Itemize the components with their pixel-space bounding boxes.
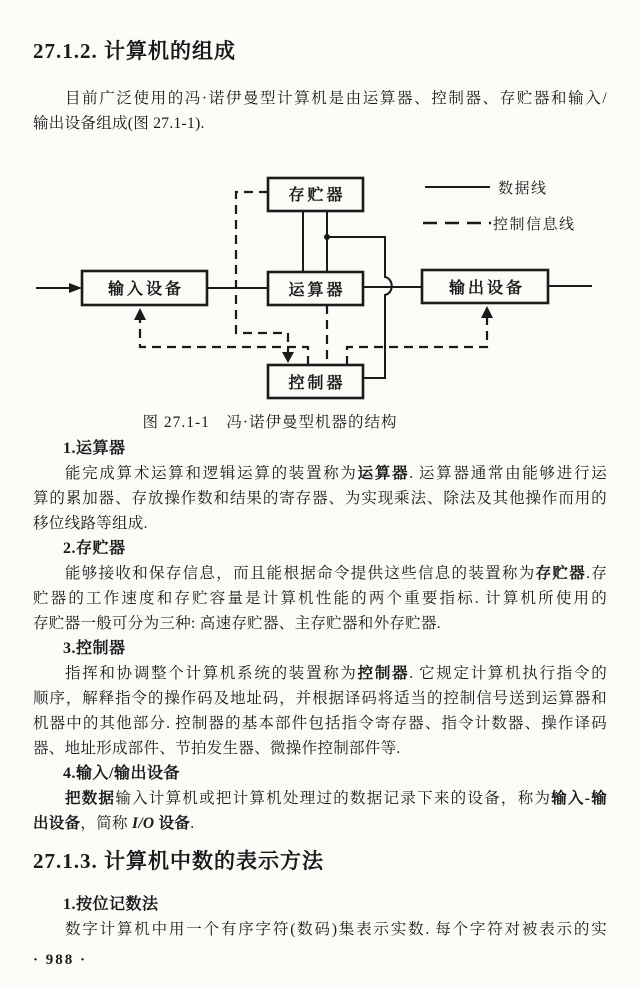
figure-caption: 图 27.1-1 冯·诺伊曼型机器的结构 [142, 414, 398, 431]
data-line-memory-to-controller [327, 237, 392, 378]
body-text: 机器中的其他部分. 控制器的基本部件包括指令寄存器、指令计数器、操作译码 [33, 715, 607, 732]
controller-label: 控制器 [288, 375, 346, 392]
text-line [33, 811, 607, 836]
emphasis-text: 输入-输 [551, 790, 607, 807]
text-line [33, 561, 607, 586]
text-line [33, 611, 607, 636]
body-text: 输入计算机或把计算机处理过的数据记录下来的设备，称为 [115, 790, 552, 807]
body-text: 指挥和协调整个计算机系统的装置称为 [65, 665, 358, 682]
text-line [33, 586, 607, 611]
diagram-box-labels [107, 185, 525, 392]
section-alu [33, 436, 607, 536]
body-text: 存贮器一般可分为三种: 高速存贮器、主存贮器和外存贮器. [33, 615, 441, 632]
section-body [33, 561, 607, 636]
section-controller [33, 636, 607, 761]
emphasis-text: 出设备 [33, 815, 81, 832]
text-line [33, 917, 607, 942]
section-heading-2712: 27.1.2. 计算机的组成 [33, 39, 236, 63]
body-text: ，简称 [80, 815, 132, 832]
alu-label: 运算器 [288, 282, 346, 299]
section-body [33, 786, 607, 836]
text-line [33, 461, 607, 486]
body-text: 数字计算机中用一个有序字符(数码)集表示实数. 每个字符对被表示的实 [65, 921, 607, 938]
von-neumann-diagram [0, 165, 640, 412]
control-line-controller-input [140, 319, 308, 365]
text-line [33, 686, 607, 711]
section-heading-2713: 27.1.3. 计算机中数的表示方法 [33, 849, 324, 873]
arrowhead-into-output-bottom [481, 306, 493, 318]
text-line [33, 511, 607, 536]
emphasis-text: 设备 [158, 815, 191, 832]
intro-paragraph [33, 86, 607, 136]
legend-dashed-label: 控制信息线 [493, 217, 576, 233]
section-head: 1.运算器 [63, 440, 126, 457]
input-device-label: 输入设备 [107, 281, 185, 298]
junction-dot [324, 234, 330, 240]
text-line [33, 786, 607, 811]
section-head: 3.控制器 [63, 640, 126, 657]
section-body [33, 661, 607, 761]
text-line [33, 111, 607, 136]
emphasis-text: I/O [131, 815, 155, 832]
section-head: 1.按位记数法 [63, 896, 159, 913]
page-number: · 988 · [33, 952, 88, 968]
body-text: . 它规定计算机执行指令的 [409, 665, 607, 682]
text-line [33, 711, 607, 736]
body-text: 目前广泛使用的冯·诺伊曼型计算机是由运算器、控制器、存贮器和输入/ [65, 90, 607, 107]
text-line [33, 736, 607, 761]
legend-solid-label: 数据线 [498, 181, 548, 197]
section-body [33, 461, 607, 536]
arrowhead-into-controller [282, 352, 294, 363]
text-line [33, 86, 607, 111]
emphasis-text: 存贮器 [535, 565, 587, 582]
emphasis-text: 把数据 [65, 790, 116, 807]
text-line [33, 486, 607, 511]
section-memory [33, 536, 607, 636]
output-device-label: 输出设备 [448, 280, 526, 297]
emphasis-text: 控制器 [357, 665, 410, 682]
section-head: 2.存贮器 [63, 540, 126, 557]
control-line-controller-output [347, 317, 487, 365]
body-text: 器、地址形成部件、节拍发生器、微操作控制部件等. [33, 740, 401, 757]
body-text: .存 [586, 565, 607, 582]
section-io-devices [33, 761, 607, 836]
memory-label: 存贮器 [288, 187, 346, 204]
body-text: 移位线路等组成. [33, 515, 148, 532]
body-text: 顺序，解释指令的操作码及地址码，并根据译码将适当的控制信号送到运算器和 [33, 690, 607, 707]
body-text: 能完成算术运算和逻辑运算的装置称为 [65, 465, 358, 482]
text-line [33, 661, 607, 686]
section-positional-notation [33, 892, 607, 942]
section-body [33, 917, 607, 942]
body-text: 能够接收和保存信息，而且能根据命令提供这些信息的装置称为 [65, 565, 536, 582]
emphasis-text: 运算器 [357, 465, 410, 482]
legend [423, 179, 576, 233]
body-text: 输出设备组成(图 27.1-1). [33, 115, 205, 132]
arrowhead-into-input [69, 283, 82, 293]
body-text: . 运算器通常由能够进行运 [409, 465, 607, 482]
body-text: 贮器的工作速度和存贮容量是计算机性能的两个重要指标. 计算机所使用的 [33, 590, 607, 607]
body-text: . [190, 815, 195, 832]
figure-27-1-1 [0, 165, 640, 412]
section-head: 4.输入/输出设备 [63, 765, 180, 782]
body-text: 算的累加器、存放操作数和结果的寄存器、为实现乘法、除法及其他操作而用的 [33, 490, 607, 507]
arrowhead-into-input-bottom [134, 308, 146, 320]
